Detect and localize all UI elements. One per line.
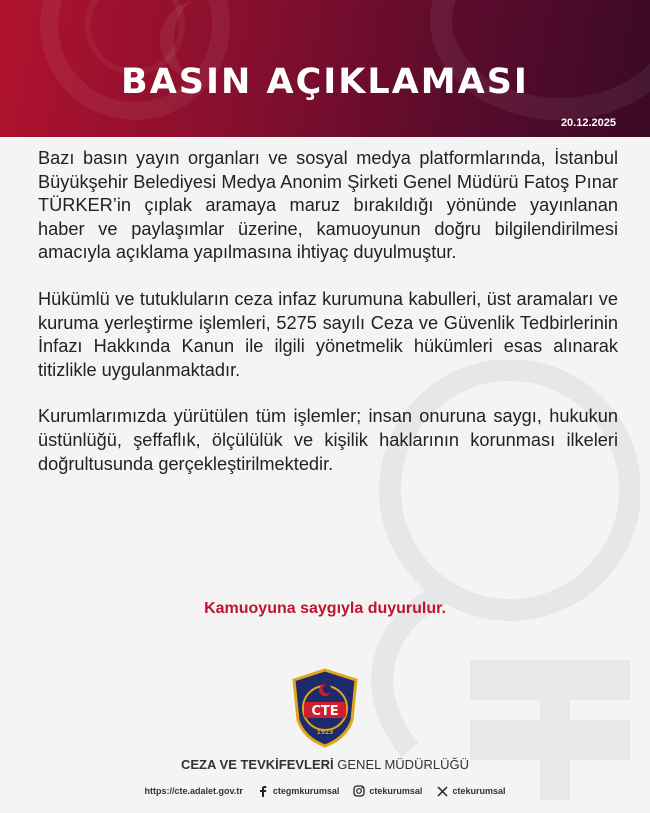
press-body (38, 147, 618, 499)
cte-emblem-logo (290, 668, 360, 748)
footer-links (0, 785, 650, 797)
paragraph-3: Kurumlarımızda yürütülen tüm işlemler; insan onuruna saygı, hukukun üstünlüğü, şeffaflık, ölçülülük ve kişilik haklarının korunması ilkeleri doğrultusunda gerçekleştirilmektedir. (38, 406, 618, 474)
header-banner (0, 0, 650, 137)
press-date: 20.12.2025 (560, 117, 616, 129)
x-link[interactable] (436, 785, 505, 797)
instagram-icon (353, 785, 365, 797)
organization-name-bold: CEZA VE TEVKİFEVLERİ (181, 757, 334, 772)
facebook-handle: ctegmkurumsal (272, 786, 340, 796)
instagram-handle: ctekurumsal (369, 786, 423, 796)
website-link[interactable] (145, 786, 243, 796)
closing-statement: Kamuoyuna saygıyla duyurulur. (204, 600, 446, 617)
facebook-icon (257, 785, 269, 797)
facebook-link[interactable] (257, 785, 340, 797)
organization-name (0, 757, 650, 772)
logo-year: 1923 (316, 729, 334, 736)
x-handle: ctekurumsal (452, 786, 506, 796)
instagram-link[interactable] (353, 785, 422, 797)
paragraph-1: Bazı basın yayın organları ve sosyal medya platformlarında, İstanbul Büyükşehir Belediyesi Medya Anonim Şirketi Genel Müdürü Fatoş Pınar TÜRKER’in çıplak aramaya maruz bırakıldığı yönünde yayınlanan haber ve paylaşımlar üzerine, kamuoyunun doğru bilgilendirilmesi amacıyla açıklama yapılmasına ihtiyaç duyulmuştur. (38, 148, 618, 263)
logo-letters: CTE (311, 704, 339, 719)
x-icon (436, 785, 448, 797)
watermark-seal-right (430, 0, 650, 120)
paragraph-2: Hükümlü ve tutukluların ceza infaz kurumuna kabulleri, üst aramaları ve kuruma yerleştirme işlemleri, 5275 sayılı Ceza ve Güvenlik Tedbirlerinin İnfazı Hakkında Kanun ile ilgili yönetmelik hükümleri esas alınarak titizlikle uygulanmaktadır. (38, 288, 618, 380)
website-text: https://cte.adalet.gov.tr (144, 786, 243, 796)
page-title: BASIN AÇIKLAMASI (121, 62, 529, 102)
organization-name-rest: GENEL MÜDÜRLÜĞÜ (333, 757, 469, 772)
